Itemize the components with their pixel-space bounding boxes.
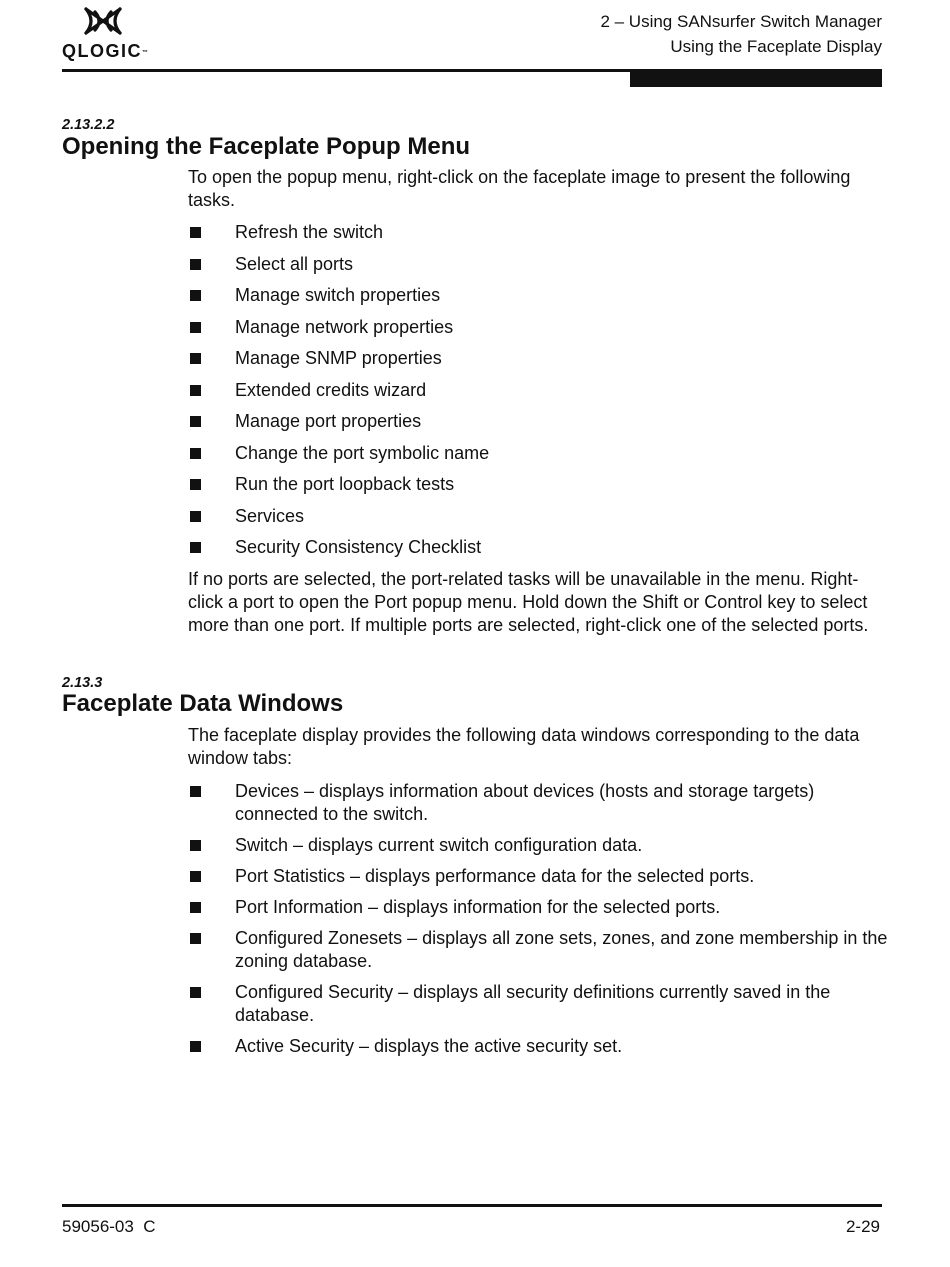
- list-item: [188, 505, 888, 537]
- list-item: [188, 221, 888, 253]
- list-item: [188, 410, 888, 442]
- document-number: 59056-03 C: [62, 1217, 156, 1236]
- list-item-text: Manage network properties: [235, 316, 454, 337]
- section-title: Using the Faceplate Display: [670, 37, 882, 56]
- qlogic-logo-mark-icon: [82, 6, 124, 36]
- running-header: [600, 9, 882, 59]
- bullet-square-icon: [190, 290, 201, 301]
- list-item: [188, 981, 888, 1027]
- list-item: [188, 253, 888, 285]
- list-item: [188, 834, 888, 857]
- list-item-text: Manage port properties: [235, 411, 422, 431]
- list-item: [188, 442, 888, 474]
- list-item-text: Manage switch properties: [235, 285, 441, 305]
- list-item: [188, 536, 888, 568]
- section-heading: Faceplate Data Windows: [62, 690, 344, 717]
- qlogic-logo: [62, 6, 152, 62]
- list-item: [188, 316, 888, 348]
- list-item: [188, 927, 888, 973]
- bullet-square-icon: [190, 259, 201, 270]
- section-heading: Opening the Faceplate Popup Menu: [62, 133, 471, 160]
- bullet-square-icon: [190, 902, 201, 913]
- section-number: 2.13.3: [62, 675, 103, 691]
- list-item: [188, 379, 888, 411]
- list-item: [188, 347, 888, 379]
- list-item-text: Extended credits wizard: [235, 379, 427, 400]
- bullet-square-icon: [190, 385, 201, 396]
- bullet-square-icon: [190, 416, 201, 427]
- list-item-text: Manage SNMP properties: [235, 348, 442, 368]
- bullet-square-icon: [190, 786, 201, 797]
- list-item-text: Port Information – displays information for the selected ports.: [235, 897, 721, 917]
- list-item-text: Active Security – displays the active security set.: [235, 1036, 623, 1056]
- list-item-text: Refresh the switch: [235, 222, 384, 242]
- bullet-square-icon: [190, 1041, 201, 1052]
- bullet-square-icon: [190, 511, 201, 522]
- list-item-text: Devices – displays information about devices (hosts and storage targets) connected to the switch.: [235, 781, 815, 824]
- list-item-text: Change the port symbolic name: [235, 442, 490, 463]
- section-intro: The faceplate display provides the following data windows corresponding to the data window tabs:: [188, 725, 860, 768]
- list-item-text: Port Statistics – displays performance data for the selected ports.: [235, 866, 755, 886]
- list-item: [188, 284, 888, 316]
- bullet-square-icon: [190, 871, 201, 882]
- section-note: If no ports are selected, the port-related tasks will be unavailable in the menu. Right-click a port to open the Port popup menu. Hold down the Shift or Control key to select more than one port. If multiple ports are selected, right-click one of the selected ports.: [188, 569, 869, 635]
- list-item-text: Switch – displays current switch configuration data.: [235, 835, 643, 855]
- list-item: [188, 780, 888, 826]
- list-item-text: Select all ports: [235, 253, 354, 274]
- bullet-square-icon: [190, 448, 201, 459]
- list-item: [188, 896, 888, 919]
- header-tab-bar: [630, 69, 882, 87]
- data-window-list: [188, 780, 888, 1066]
- list-item-text: Security Consistency Checklist: [235, 537, 482, 557]
- chapter-title: 2 – Using SANsurfer Switch Manager: [600, 12, 882, 31]
- list-item-text: Run the port loopback tests: [235, 474, 455, 494]
- list-item-text: Configured Zonesets – displays all zone sets, zones, and zone membership in the zoning database.: [235, 928, 888, 971]
- bullet-square-icon: [190, 227, 201, 238]
- bullet-square-icon: [190, 353, 201, 364]
- popup-task-list: [188, 221, 888, 568]
- section-number: 2.13.2.2: [62, 117, 115, 133]
- bullet-square-icon: [190, 840, 201, 851]
- bullet-square-icon: [190, 479, 201, 490]
- bullet-square-icon: [190, 987, 201, 998]
- page-number: 2-29: [845, 1217, 880, 1236]
- list-item-text: Configured Security – displays all security definitions currently saved in the database.: [235, 982, 831, 1025]
- section-intro: To open the popup menu, right-click on the faceplate image to present the following tasks.: [188, 167, 851, 210]
- bullet-square-icon: [190, 933, 201, 944]
- footer-rule: [62, 1204, 882, 1207]
- list-item: [188, 1035, 888, 1058]
- qlogic-logo-wordmark: QLOGIC™: [62, 41, 148, 61]
- bullet-square-icon: [190, 322, 201, 333]
- bullet-square-icon: [190, 542, 201, 553]
- list-item: [188, 865, 888, 888]
- list-item-text: Services: [235, 505, 305, 526]
- list-item: [188, 473, 888, 505]
